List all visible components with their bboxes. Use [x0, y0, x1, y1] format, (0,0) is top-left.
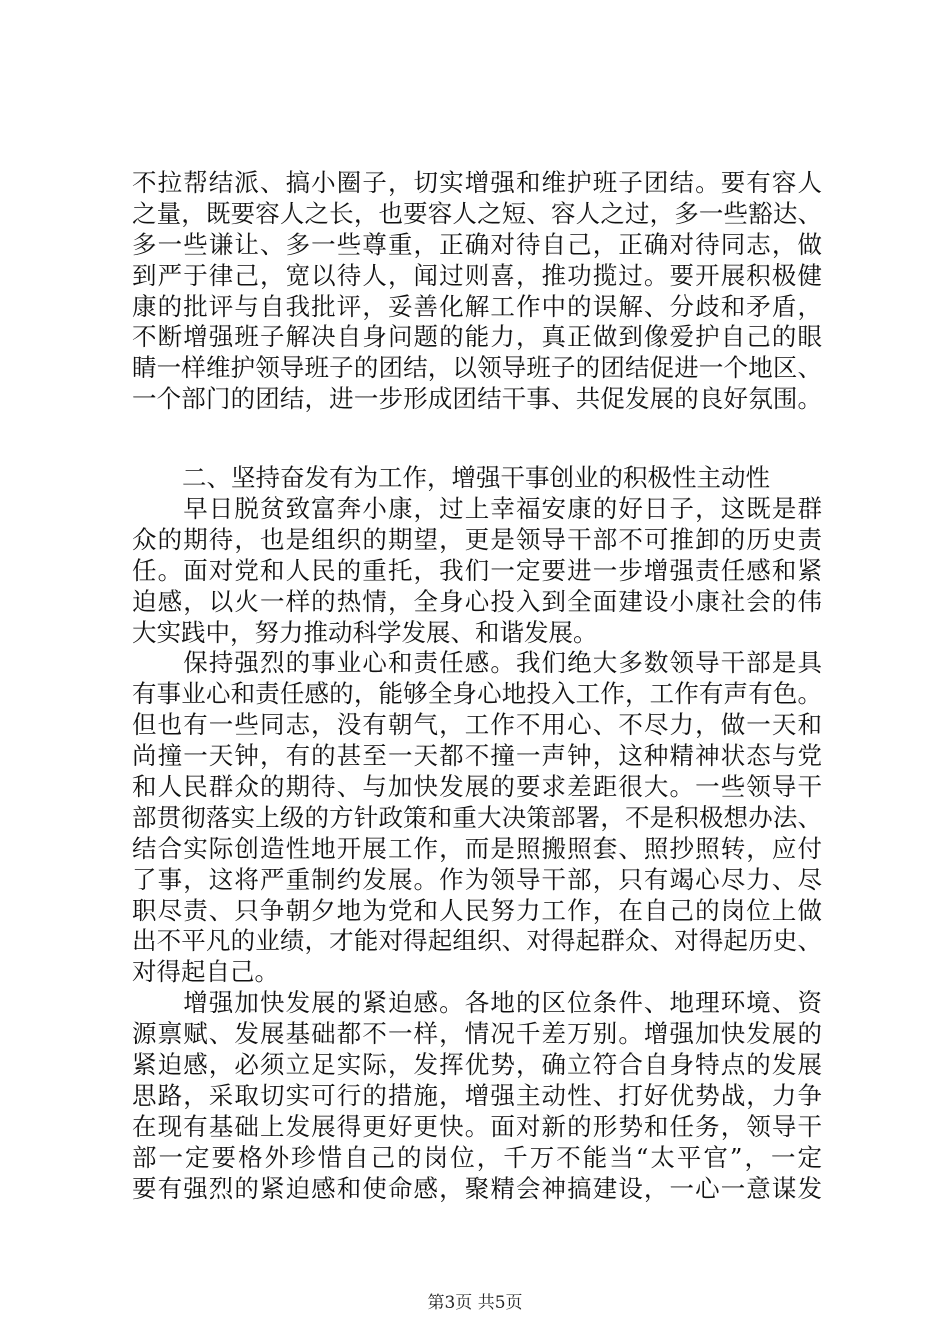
text-line: 源禀赋、发展基础都不一样，情况千差万别。增强加快发展的 — [132, 1019, 822, 1049]
page-footer: 第3页 共5页 — [427, 1293, 523, 1313]
paragraph-continuation — [132, 168, 822, 415]
text-line: 思路，采取切实可行的措施，增强主动性、打好优势战，力争 — [132, 1080, 822, 1110]
text-line: 之量，既要容人之长，也要容人之短、容人之过，多一些豁达、 — [132, 198, 822, 228]
section-heading: 二、坚持奋发有为工作，增强干事创业的积极性主动性 — [182, 463, 770, 493]
text-line: 部一定要格外珍惜自己的岗位，千万不能当“太平官”，一定 — [132, 1142, 822, 1172]
text-line: 紧迫感，必须立足实际，发挥优势，确立符合自身特点的发展 — [132, 1050, 822, 1080]
text-line: 大实践中，努力推动科学发展、和谐发展。 — [132, 617, 598, 647]
text-line: 结合实际创造性地开展工作，而是照搬照套、照抄照转，应付 — [132, 833, 822, 863]
text-line: 职尽责、只争朝夕地为党和人民努力工作，在自己的岗位上做 — [132, 895, 822, 925]
paragraph-3 — [132, 988, 822, 1204]
text-line: 增强加快发展的紧迫感。各地的区位条件、地理环境、资 — [132, 988, 822, 1018]
text-line: 要有强烈的紧迫感和使命感，聚精会神搞建设，一心一意谋发 — [132, 1173, 822, 1203]
text-line: 了事，这将严重制约发展。作为领导干部，只有竭心尽力、尽 — [132, 864, 822, 894]
text-line: 但也有一些同志，没有朝气，工作不用心、不尽力，做一天和 — [132, 710, 822, 740]
text-line: 睛一样维护领导班子的团结，以领导班子的团结促进一个地区、 — [132, 353, 822, 383]
text-line: 早日脱贫致富奔小康，过上幸福安康的好日子，这既是群 — [132, 494, 822, 524]
document-body — [132, 168, 822, 1205]
text-line: 多一些谦让、多一些尊重，正确对待自己，正确对待同志，做 — [132, 229, 822, 259]
text-line: 对得起自己。 — [132, 957, 279, 987]
text-line: 众的期待，也是组织的期望，更是领导干部不可推卸的历史责 — [132, 524, 822, 554]
text-line: 一个部门的团结，进一步形成团结干事、共促发展的良好氛围。 — [132, 384, 822, 414]
text-line: 到严于律己，宽以待人，闻过则喜，推功揽过。要开展积极健 — [132, 260, 822, 290]
paragraph-1 — [132, 494, 822, 648]
text-line: 康的批评与自我批评，妥善化解工作中的误解、分歧和矛盾， — [132, 291, 822, 321]
text-line: 部贯彻落实上级的方针政策和重大决策部署，不是积极想办法、 — [132, 802, 822, 832]
text-line: 保持强烈的事业心和责任感。我们绝大多数领导干部是具 — [132, 648, 822, 678]
text-line: 有事业心和责任感的，能够全身心地投入工作，工作有声有色。 — [132, 679, 822, 709]
text-line: 不断增强班子解决自身问题的能力，真正做到像爱护自己的眼 — [132, 322, 822, 352]
paragraph-2 — [132, 648, 822, 988]
text-line: 迫感，以火一样的热情，全身心投入到全面建设小康社会的伟 — [132, 586, 822, 616]
text-line: 和人民群众的期待、与加快发展的要求差距很大。一些领导干 — [132, 772, 822, 802]
text-line: 尚撞一天钟，有的甚至一天都不撞一声钟，这种精神状态与党 — [132, 741, 822, 771]
text-line: 任。面对党和人民的重托，我们一定要进一步增强责任感和紧 — [132, 555, 822, 585]
text-line: 出不平凡的业绩，才能对得起组织、对得起群众、对得起历史、 — [132, 926, 822, 956]
text-line: 在现有基础上发展得更好更快。面对新的形势和任务，领导干 — [132, 1111, 822, 1141]
text-line: 不拉帮结派、搞小圈子，切实增强和维护班子团结。要有容人 — [132, 168, 822, 197]
